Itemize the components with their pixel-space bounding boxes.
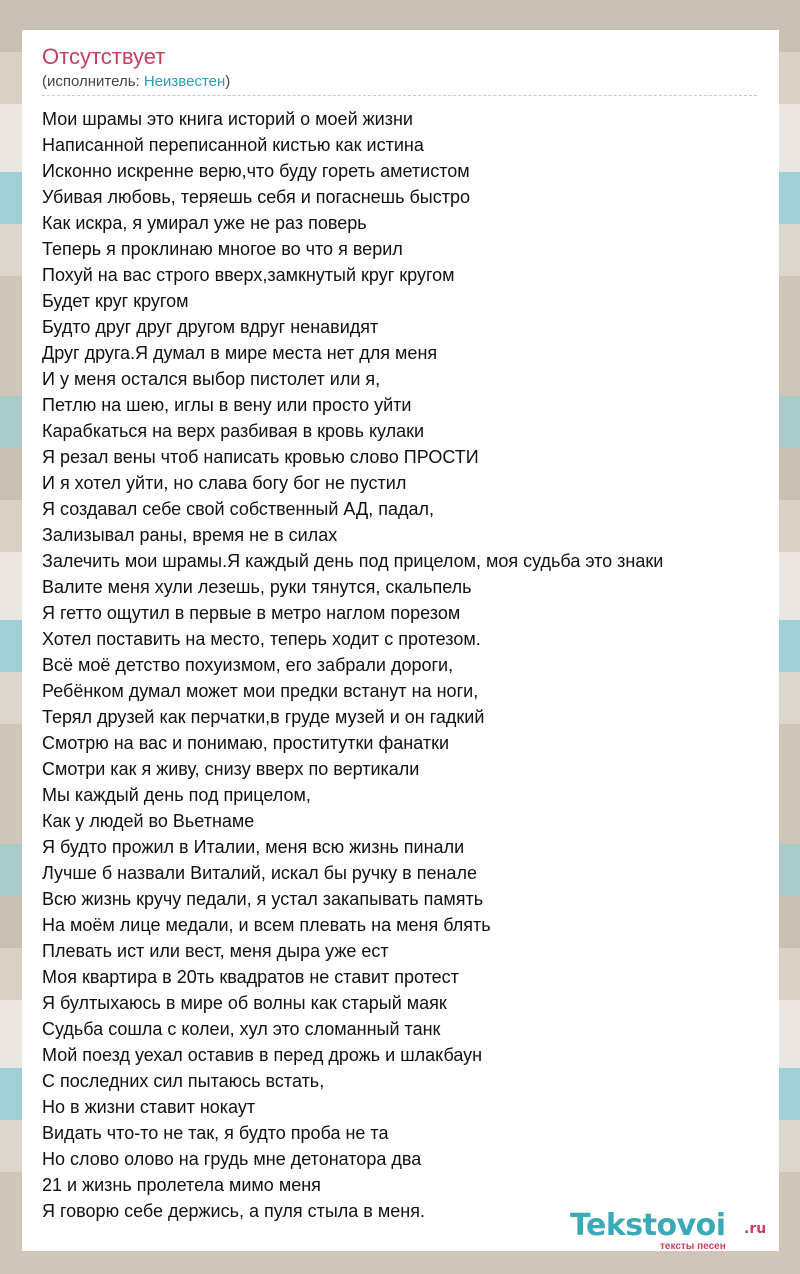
lyric-line: Как искра, я умирал уже не раз поверь xyxy=(42,213,367,233)
lyric-line: Я резал вены чтоб написать кровью слово ПРОСТИ xyxy=(42,447,479,467)
lyric-line: Друг друга.Я думал в мире места нет для меня xyxy=(42,343,438,363)
lyric-line: Теперь я проклинаю многое во что я верил xyxy=(42,239,403,259)
artist-suffix: ) xyxy=(225,73,231,90)
lyric-line: Всю жизнь кручу педали, я устал закапывать память xyxy=(42,889,484,909)
lyric-line: Я гетто ощутил в первые в метро наглом порезом xyxy=(42,603,461,623)
lyric-line: Карабкаться на верх разбивая в кровь кулаки xyxy=(42,421,425,441)
lyric-line: Мой поезд уехал оставив в перед дрожь и шлакбаун xyxy=(42,1045,483,1065)
artist-line xyxy=(42,73,230,90)
lyric-line: С последних сил пытаюсь встать, xyxy=(42,1071,325,1091)
lyric-line: И у меня остался выбор пистолет или я, xyxy=(42,369,381,389)
lyric-line: Ребёнком думал может мои предки встанут на ноги, xyxy=(42,681,479,701)
lyric-line: Судьба сошла с колеи, хул это сломанный танк xyxy=(42,1019,441,1039)
lyric-line: Исконно искренне верю,что буду гореть аметистом xyxy=(42,161,470,181)
logo-tld: .ru xyxy=(744,1221,767,1237)
lyric-line: Валите меня хули лезешь, руки тянутся, скальпель xyxy=(42,577,472,597)
lyric-line: Я говорю себе держись, а пуля стыла в меня. xyxy=(42,1201,425,1221)
lyric-line: Лучше б назвали Виталий, искал бы ручку в пенале xyxy=(42,863,477,883)
lyric-line: 21 и жизнь пролетела мимо меня xyxy=(42,1175,321,1195)
lyric-line: На моём лице медали, и всем плевать на меня блять xyxy=(42,915,491,935)
lyric-line: Хотел поставить на место, теперь ходит с протезом. xyxy=(42,629,481,649)
lyric-line: Я создавал себе свой собственный АД, падал, xyxy=(42,499,434,519)
lyric-line: Залечить мои шрамы.Я каждый день под прицелом, моя судьба это знаки xyxy=(42,551,664,571)
logo-wordmark: Tekstovoi xyxy=(570,1208,726,1243)
lyric-line: Убивая любовь, теряешь себя и погаснешь быстро xyxy=(42,187,470,207)
lyric-line: Я бултыхаюсь в мире об волны как старый маяк xyxy=(42,993,447,1013)
lyric-line: Будто друг друг другом вдруг ненавидят xyxy=(42,317,379,337)
lyric-line: Похуй на вас строго вверх,замкнутый круг кругом xyxy=(42,265,455,285)
lyric-line: Мои шрамы это книга историй о моей жизни xyxy=(42,109,413,129)
lyrics-text xyxy=(42,106,762,1224)
lyric-line: Моя квартира в 20ть квадратов не ставит протест xyxy=(42,967,459,987)
lyrics-card xyxy=(22,30,779,1251)
lyric-line: Петлю на шею, иглы в вену или просто уйти xyxy=(42,395,412,415)
lyric-line: Видать что-то не так, я будто проба не та xyxy=(42,1123,389,1143)
lyric-line: Но в жизни ставит нокаут xyxy=(42,1097,256,1117)
lyric-line: Мы каждый день под прицелом, xyxy=(42,785,311,805)
lyric-line: Будет круг кругом xyxy=(42,291,189,311)
lyric-line: Плевать ист или вест, меня дыра уже ест xyxy=(42,941,389,961)
lyric-line: Написанной переписанной кистью как истина xyxy=(42,135,424,155)
lyric-line: И я хотел уйти, но слава богу бог не пустил xyxy=(42,473,407,493)
site-logo[interactable] xyxy=(570,1208,780,1254)
lyric-line: Терял друзей как перчатки,в груде музей и он гадкий xyxy=(42,707,485,727)
logo-tagline: тексты песен xyxy=(660,1241,726,1252)
lyric-line: Как у людей во Вьетнаме xyxy=(42,811,255,831)
lyric-line: Смотри как я живу, снизу вверх по вертикали xyxy=(42,759,420,779)
lyric-line: Смотрю на вас и понимаю, проститутки фанатки xyxy=(42,733,450,753)
lyric-line: Зализывал раны, время не в силах xyxy=(42,525,338,545)
lyric-line: Я будто прожил в Италии, меня всю жизнь пинали xyxy=(42,837,465,857)
song-title: Отсутствует xyxy=(42,44,166,69)
lyric-line: Всё моё детство похуизмом, его забрали дороги, xyxy=(42,655,454,675)
artist-prefix: (исполнитель: xyxy=(42,73,144,90)
lyric-line: Но слово олово на грудь мне детонатора два xyxy=(42,1149,422,1169)
artist-link[interactable]: Неизвестен xyxy=(143,73,226,90)
divider xyxy=(42,95,757,96)
